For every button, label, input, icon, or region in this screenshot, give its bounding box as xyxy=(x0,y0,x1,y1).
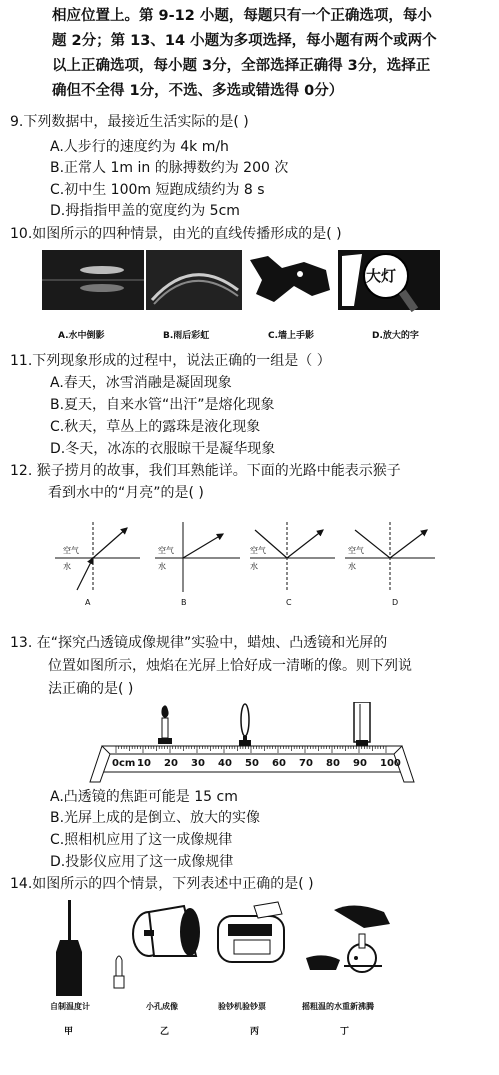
q14-stem: 14.如图所示的四个情景，下列表述中正确的是( ) xyxy=(10,876,314,892)
q12-ray-diagrams xyxy=(55,520,455,595)
q12-stem-line-2: 看到水中的“月亮”的是( ) xyxy=(48,485,204,501)
photo-b-rainbow xyxy=(146,250,242,310)
q13-stem-line-2: 位置如图所示，烛焰在光屏上恰好成一清晰的像。则下列说 xyxy=(48,658,412,674)
q10-caption-a: A.水中倒影 xyxy=(58,331,105,341)
q12-caption-b: B xyxy=(181,598,187,607)
q13-optical-bench xyxy=(88,702,418,784)
q13-stem-line-3: 法正确的是( ) xyxy=(48,681,134,697)
q14-title-bing: 验钞机验钞票 xyxy=(218,1002,266,1011)
candle xyxy=(158,705,172,744)
q12-water-label-a: 水 xyxy=(63,562,71,571)
instruction-line-4: 确但不全得 1分，不选、多选或错选得 0分） xyxy=(52,83,344,99)
q14-title-ding: 摇粗温的水重新沸腾 xyxy=(302,1002,374,1011)
q12-caption-d: D xyxy=(392,598,399,607)
q10-caption-b: B.雨后彩虹 xyxy=(163,331,210,341)
q12-water-label-c: 水 xyxy=(250,562,258,571)
q9-option-a: A.人步行的速度约为 4k m/h xyxy=(50,139,229,155)
photo-c-hand-shadow xyxy=(244,250,336,310)
q14-title-yi: 小孔成像 xyxy=(146,1002,178,1011)
q12-caption-a: A xyxy=(85,598,91,607)
instruction-line-3: 以上正确选项，每小题 3分，全部选择正确得 3分，选择正 xyxy=(52,58,431,74)
instruction-line-1: 相应位置上。第 9-12 小题，每题只有一个正确选项，每小 xyxy=(52,8,432,24)
ray-diagram-c xyxy=(250,522,335,592)
q13-option-c: C.照相机应用了这一成像规律 xyxy=(50,832,233,848)
light-screen xyxy=(354,702,370,746)
ray-diagram-a xyxy=(55,522,140,592)
q13-option-d: D.投影仪应用了这一成像规律 xyxy=(50,854,234,870)
q14-label-jia: 甲 xyxy=(64,1027,74,1037)
q10-stem: 10.如图所示的四种情景，由光的直线传播形成的是( ) xyxy=(10,226,342,242)
q11-stem: 11.下列现象形成的过程中，说法正确的一组是（ ） xyxy=(10,353,331,369)
q13-stem-line-1: 13. 在“探究凸透镜成像规律”实验中，蜡烛、凸透镜和光屏的 xyxy=(10,635,388,651)
q14-figures xyxy=(44,900,414,1000)
ray-diagram-d xyxy=(345,522,435,592)
pinhole-camera xyxy=(133,906,200,956)
scale-label: 80 xyxy=(326,758,340,769)
bottle-thermometer xyxy=(56,900,124,996)
boiling-flask xyxy=(306,905,390,972)
q13-option-a: A.凸透镜的焦距可能是 15 cm xyxy=(50,789,238,805)
ray-diagram-b xyxy=(155,522,240,592)
q12-stem-line-1: 12. 猴子捞月的故事，我们耳熟能详。下面的光路中能表示猴子 xyxy=(10,463,401,479)
q9-option-b: B.正常人 1m in 的脉搏数约为 200 次 xyxy=(50,160,289,176)
q12-caption-c: C xyxy=(286,598,292,607)
q11-option-c: C.秋天，草丛上的露珠是液化现象 xyxy=(50,419,261,435)
q14-label-ding: 丁 xyxy=(340,1027,350,1037)
q11-option-a: A.春天，冰雪消融是凝固现象 xyxy=(50,375,232,391)
scale-label: 30 xyxy=(191,758,205,769)
q12-air-label-a: 空气 xyxy=(63,546,79,555)
photo-a-reflection xyxy=(42,250,144,310)
instruction-line-2: 题 2分；第 13、14 小题为多项选择，每小题有两个或两个 xyxy=(52,33,437,49)
q13-option-b: B.光屏上成的是倒立、放大的实像 xyxy=(50,810,261,826)
scale-label: 0cm xyxy=(112,758,136,769)
q12-air-label-d: 空气 xyxy=(348,546,364,555)
scale-label: 60 xyxy=(272,758,286,769)
q14-title-jia: 自制温度计 xyxy=(50,1002,90,1011)
q12-water-label-b: 水 xyxy=(158,562,166,571)
money-detector xyxy=(218,902,284,962)
q9-option-d: D.拇指指甲盖的宽度约为 5cm xyxy=(50,203,240,219)
q9-option-c: C.初中生 100m 短跑成绩约为 8 s xyxy=(50,182,265,198)
convex-lens xyxy=(239,704,251,746)
q12-air-label-c: 空气 xyxy=(250,546,266,555)
q10-caption-c: C.墙上手影 xyxy=(268,331,315,341)
q9-stem: 9.下列数据中，最接近生活实际的是( ) xyxy=(10,114,249,130)
q14-label-bing: 丙 xyxy=(250,1027,260,1037)
q14-label-yi: 乙 xyxy=(160,1027,170,1037)
q10-magnified-text: 大灯 xyxy=(366,267,397,285)
q11-option-d: D.冬天，冰冻的衣服晾干是凝华现象 xyxy=(50,441,276,457)
scale-label: 10 xyxy=(137,758,151,769)
scale-label: 20 xyxy=(164,758,178,769)
q12-air-label-b: 空气 xyxy=(158,546,174,555)
scale-label: 40 xyxy=(218,758,232,769)
q11-option-b: B.夏天，自来水管“出汗”是熔化现象 xyxy=(50,397,275,413)
scale-label: 100 xyxy=(380,758,401,769)
scale-label: 50 xyxy=(245,758,259,769)
scale-label: 90 xyxy=(353,758,367,769)
q10-caption-d: D.放大的字 xyxy=(372,331,419,341)
q12-water-label-d: 水 xyxy=(348,562,356,571)
scale-label: 70 xyxy=(299,758,313,769)
